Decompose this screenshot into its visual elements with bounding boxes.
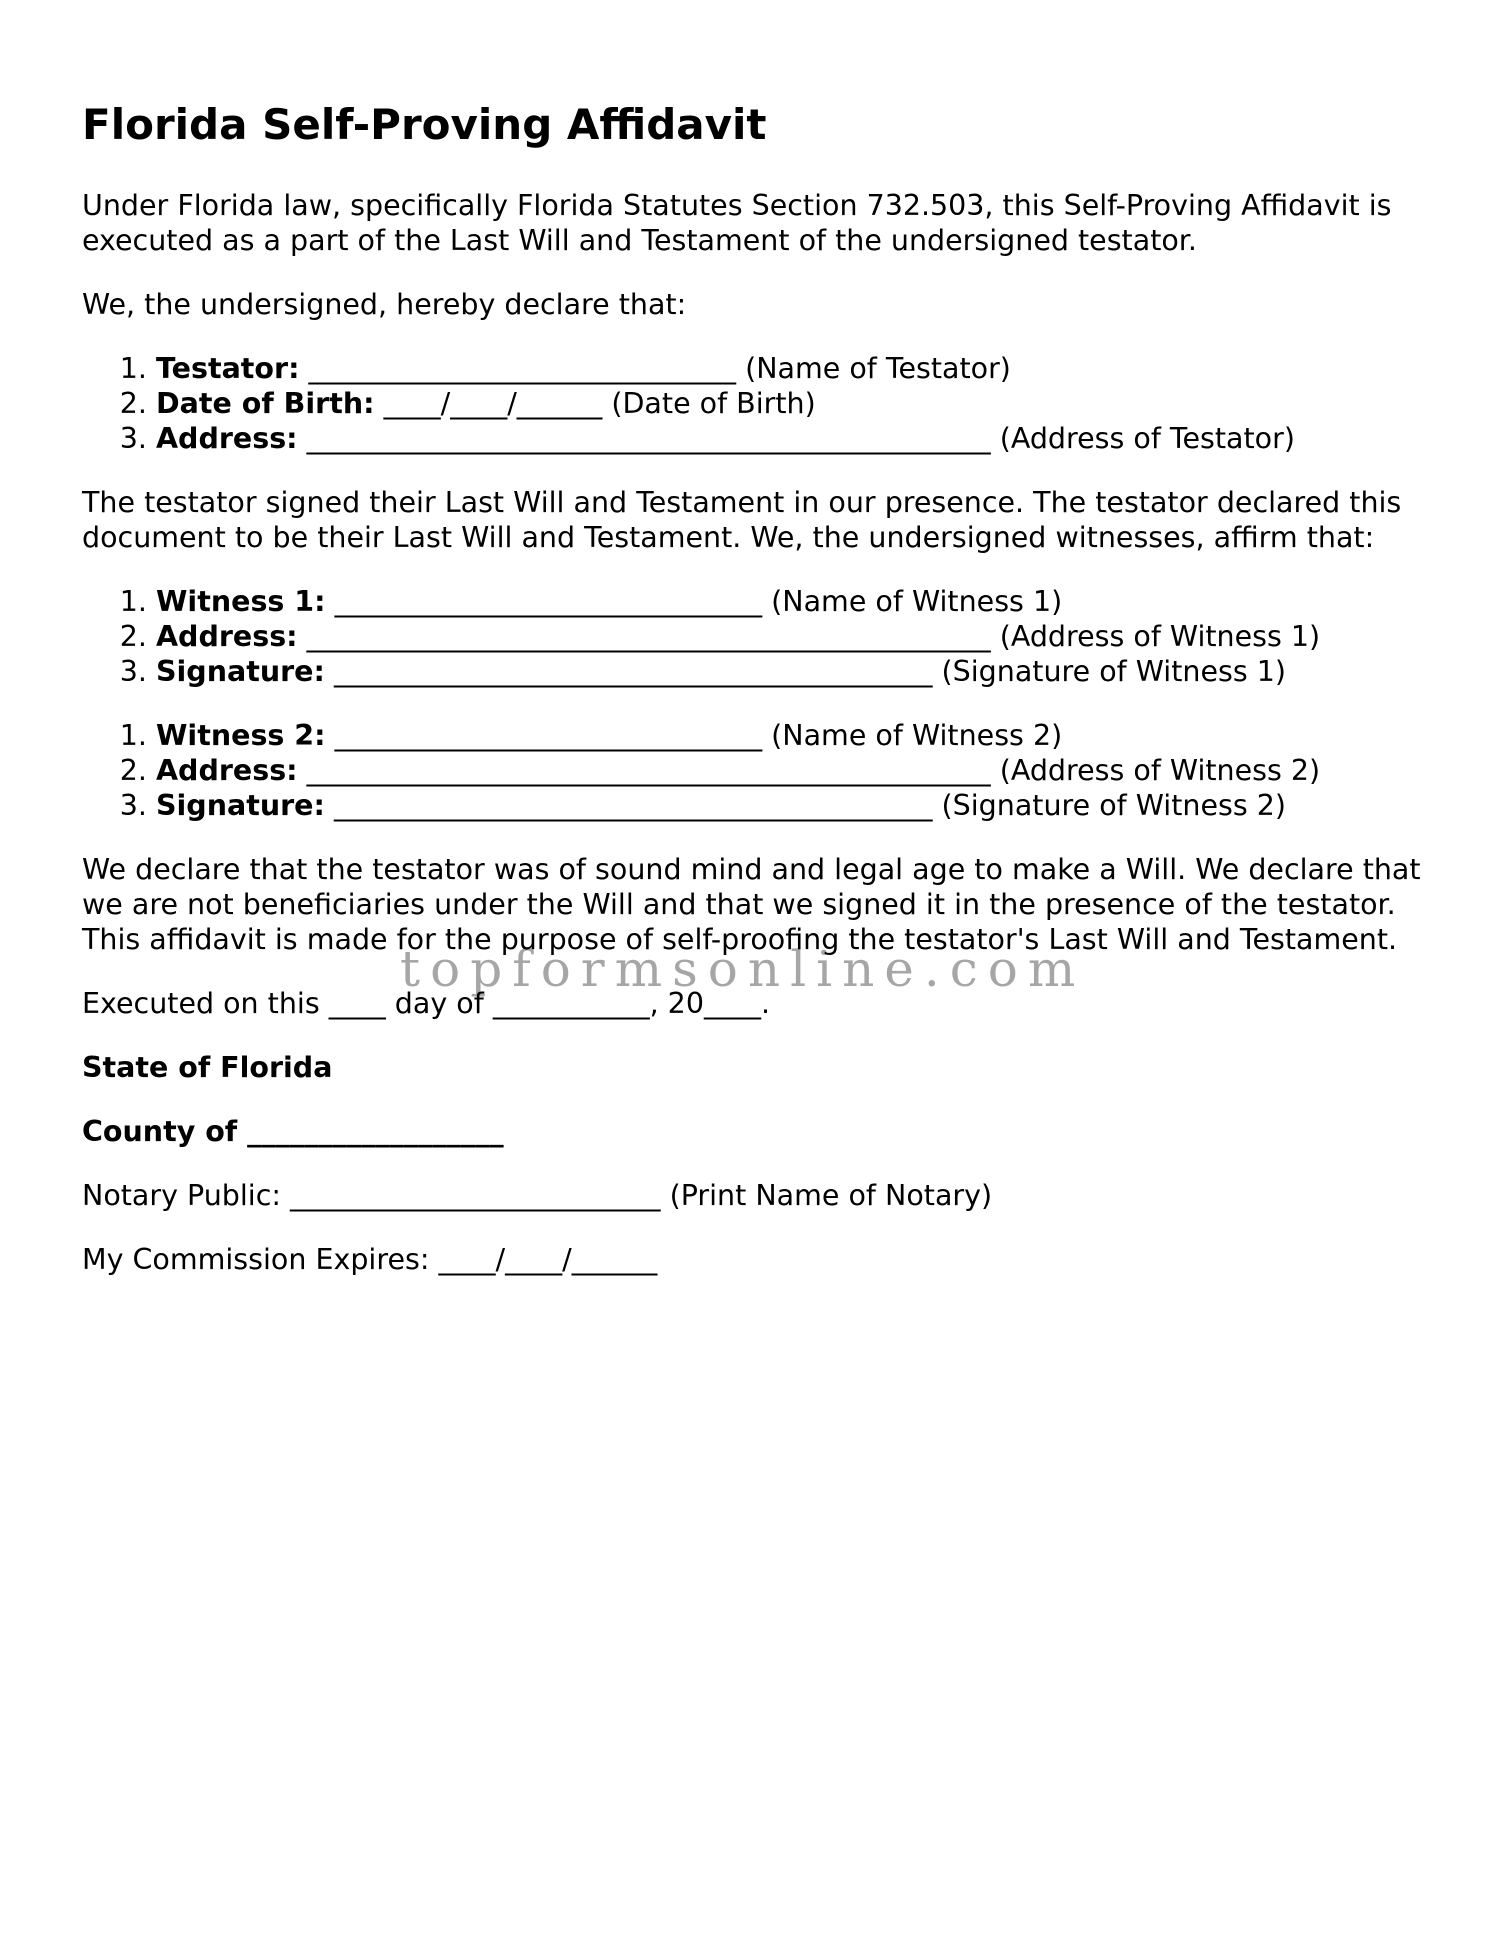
blank-line: ______________________________ [325,719,772,753]
field-label: Witness 1: [156,585,326,619]
blank-line: ______________________________ [325,585,772,619]
testator-list [82,351,1422,456]
field-label: Signature: [156,655,325,689]
declaration-paragraph: We declare that the testator was of sound mind and legal age to make a Will. We declare that we are not beneficiaries under the Will and that we signed it in the presence of the testator. This affidavit is made for the purpose of self-proofing the testator's Last Will and Testament. [82,853,1421,957]
field-note: (Address of Witness 2) [999,754,1321,788]
list-item [156,351,1422,386]
blank-line: ________________________________________________ [297,422,1000,456]
list-item [156,421,1422,456]
state-line: State of Florida [82,1051,333,1085]
list-item [156,788,1422,823]
field-label: Testator: [156,352,300,386]
field-note: (Address of Witness 1) [999,620,1321,654]
field-label: Date of Birth: [156,387,375,421]
commission-line: My Commission Expires: ____/____/______ [82,1243,658,1277]
list-item [156,718,1422,753]
field-note: (Name of Witness 2) [771,719,1063,753]
executed-line: Executed on this ____ day of ___________, 20____. [82,987,771,1021]
witness2-list [82,718,1422,823]
blank-line: ________________________________________________ [297,754,1000,788]
field-label: Address: [156,754,298,788]
list-item [156,386,1422,421]
list-item [156,753,1422,788]
watermark: topformsonline.com [400,940,1086,998]
field-note: (Name of Testator) [745,352,1011,386]
field-label: Address: [156,620,298,654]
notary-line: Notary Public: __________________________ (Print Name of Notary) [82,1179,993,1213]
witness-intro: The testator signed their Last Will and Testament in our presence. The testator declared this document to be their Last Will and Testament. We, the undersigned witnesses, affirm that: [82,486,1402,555]
page-title: Florida Self-Proving Affidavit [82,100,767,149]
field-note: (Address of Testator) [999,422,1295,456]
intro-paragraph: Under Florida law, specifically Florida Statutes Section 732.503, this Self-Proving Affidavit is executed as a part of the Last Will and Testament of the undersigned testator. [82,189,1392,258]
blank-line: ____/____/______ [374,387,612,421]
witness1-list [82,584,1422,689]
field-note: (Signature of Witness 2) [941,789,1286,823]
list-item [156,619,1422,654]
blank-line: __________________________________________ [324,789,942,823]
field-label: Address: [156,422,298,456]
field-label: Witness 2: [156,719,326,753]
list-item [156,654,1422,689]
declare-intro: We, the undersigned, hereby declare that: [82,288,687,322]
blank-line: __________________________________________ [324,655,942,689]
field-label: Signature: [156,789,325,823]
field-note: (Name of Witness 1) [771,585,1063,619]
list-item [156,584,1422,619]
county-line: County of __________________ [82,1115,504,1149]
field-note: (Date of Birth) [611,387,816,421]
blank-line: ______________________________ [299,352,746,386]
document-page [82,100,1422,1306]
field-note: (Signature of Witness 1) [941,655,1286,689]
blank-line: ________________________________________________ [297,620,1000,654]
